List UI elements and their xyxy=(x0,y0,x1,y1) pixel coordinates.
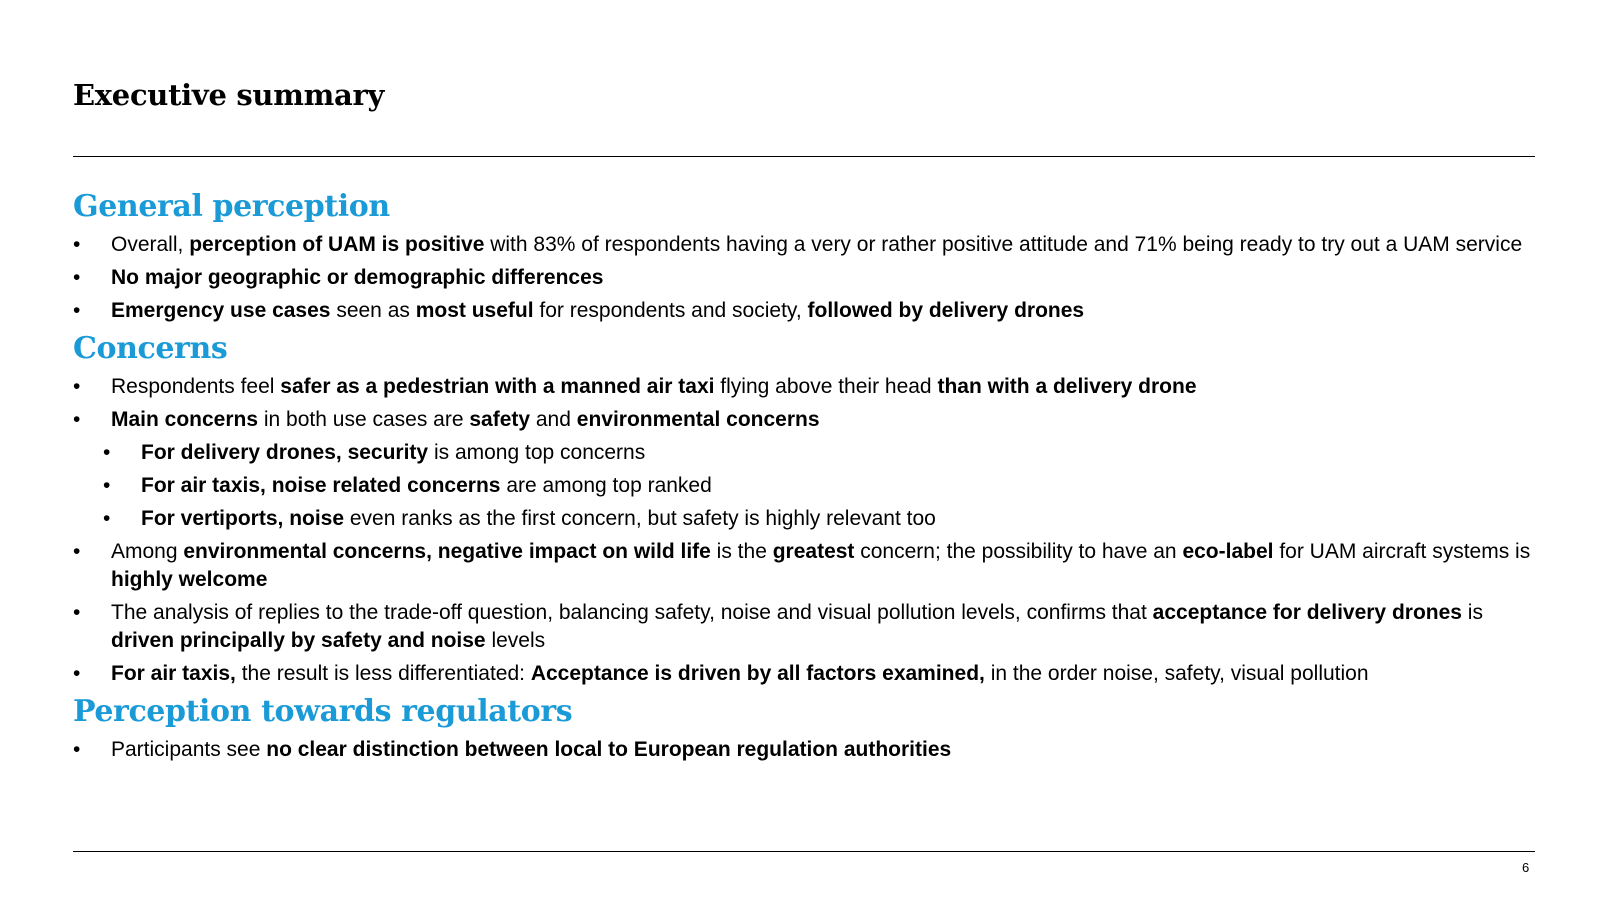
bold-text: no clear distinction between local to European regulation authorities xyxy=(266,738,952,761)
text: Overall, xyxy=(111,233,190,256)
sub-bullet-item xyxy=(73,472,1535,500)
bold-text: most useful xyxy=(415,299,534,322)
bold-text: For delivery drones, security xyxy=(141,441,429,464)
section-heading: General perception xyxy=(73,189,390,224)
bold-text: Emergency use cases xyxy=(111,299,331,322)
bold-text: For vertiports, noise xyxy=(141,507,345,530)
bullet-item xyxy=(73,231,1535,259)
bold-text: highly welcome xyxy=(111,568,268,591)
text: Among xyxy=(111,540,184,563)
section-heading: Perception towards regulators xyxy=(73,694,573,729)
text: even ranks as the first concern, but safety is highly relevant too xyxy=(344,507,936,530)
text: concern; the possibility to have an xyxy=(854,540,1183,563)
section-heading: Concerns xyxy=(73,331,228,366)
sub-bullet-item xyxy=(73,505,1535,533)
bullet-list xyxy=(73,231,1535,325)
text: are among top ranked xyxy=(500,474,712,497)
bullet-item xyxy=(73,599,1535,655)
bullet-item xyxy=(73,373,1535,401)
text: The analysis of replies to the trade-off question, balancing safety, noise and visual pollution levels, confirms that xyxy=(111,601,1153,624)
bullet-item xyxy=(73,406,1535,434)
footer-divider xyxy=(73,851,1535,852)
page-number: 6 xyxy=(1522,860,1530,875)
bold-text: safer as a pedestrian with a manned air taxi xyxy=(280,375,715,398)
text: is among top concerns xyxy=(428,441,646,464)
text: in the order noise, safety, visual pollution xyxy=(984,662,1369,685)
text: in both use cases are xyxy=(258,408,470,431)
summary-content xyxy=(73,188,1535,769)
bold-text: than with a delivery drone xyxy=(937,375,1197,398)
bullet-list xyxy=(73,373,1535,688)
sub-bullet-item xyxy=(73,439,1535,467)
bullet-item xyxy=(73,538,1535,594)
bullet-item xyxy=(73,660,1535,688)
bold-text: Main concerns xyxy=(111,408,259,431)
page-title: Executive summary xyxy=(73,78,384,112)
bold-text: perception of UAM is positive xyxy=(189,233,485,256)
bullet-list xyxy=(73,736,1535,764)
text: for respondents and society, xyxy=(533,299,808,322)
bold-text: environmental concerns, negative impact on wild life xyxy=(183,540,711,563)
text: Participants see xyxy=(111,738,267,761)
text: is the xyxy=(710,540,773,563)
bullet-item xyxy=(73,736,1535,764)
text: flying above their head xyxy=(714,375,938,398)
bold-text: For air taxis, noise related concerns xyxy=(141,474,501,497)
text: and xyxy=(530,408,577,431)
text: levels xyxy=(485,629,546,652)
text: seen as xyxy=(330,299,416,322)
bold-text: No major geographic or demographic differences xyxy=(111,266,604,289)
bold-text: acceptance for delivery drones xyxy=(1152,601,1462,624)
text: is xyxy=(1461,601,1483,624)
bold-text: safety xyxy=(469,408,531,431)
title-divider xyxy=(73,156,1535,157)
text: Respondents feel xyxy=(111,375,281,398)
bold-text: Acceptance is driven by all factors examined, xyxy=(530,662,985,685)
bold-text: eco-label xyxy=(1182,540,1274,563)
text: with 83% of respondents having a very or rather positive attitude and 71% being ready to try out a UAM service xyxy=(484,233,1523,256)
bullet-item xyxy=(73,264,1535,292)
bullet-item xyxy=(73,297,1535,325)
text: for UAM aircraft systems is xyxy=(1273,540,1531,563)
text: the result is less differentiated: xyxy=(235,662,531,685)
bold-text: followed by delivery drones xyxy=(807,299,1085,322)
bold-text: For air taxis, xyxy=(111,662,236,685)
bold-text: greatest xyxy=(772,540,855,563)
bold-text: environmental concerns xyxy=(576,408,820,431)
bold-text: driven principally by safety and noise xyxy=(111,629,486,652)
